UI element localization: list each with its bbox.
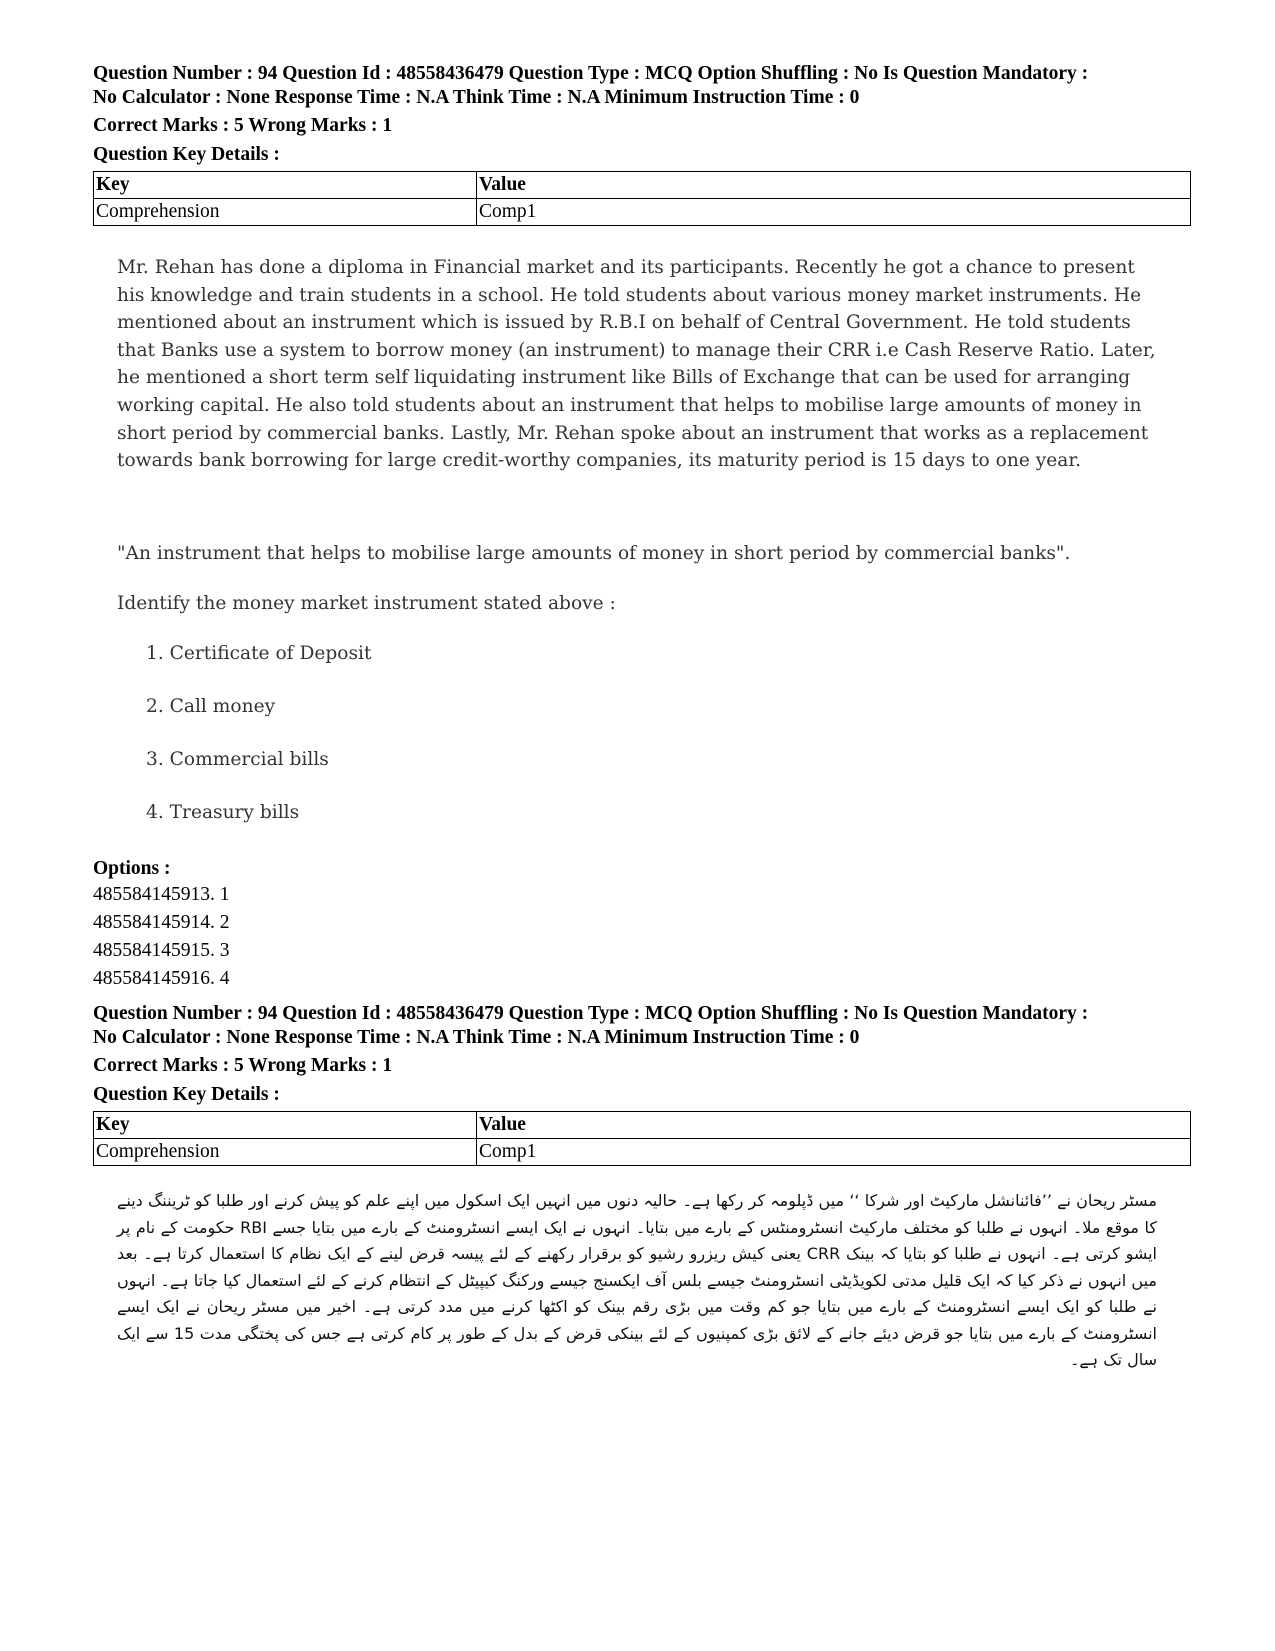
table-cell-value: Comp1: [477, 1139, 1191, 1166]
option-item: 485584145915. 3: [93, 939, 230, 961]
table-header-row: [94, 1112, 1191, 1139]
question-header-line-1: Question Number : 94 Question Id : 48558436479 Question Type : MCQ Option Shuffling : No Is Question Mandatory :: [93, 63, 1089, 84]
answer-choices: [146, 641, 1183, 853]
table-header-key: Key: [94, 172, 477, 199]
urdu-comprehension-passage: مسٹر ریحان نے ’’فائنانشل مارکیٹ اور شرکا ‘‘ میں ڈپلومہ کر رکھا ہے۔ حالیہ دنوں میں انہیں ایک اسکول میں اپنے علم کو پیش کرنے اور طلبا کو ٹریننگ دینے کا موقع ملا۔ انہوں نے طلبا کو مختلف مارکیٹ انسٹرومنٹس کے بارے میں بتایا۔ انہوں نے ایک ایسے انسٹرومنٹ کے بارے میں بتایا جسے RBI حکومت کے نام پر ایشو کرتی ہے۔ انہوں نے طلبا کو بتایا کہ بینک CRR یعنی کیش ریزرو رشیو کو برقرار رکھنے کے لئے پیسہ قرض لینے کے ایک نظام کا استعمال کرتا ہے۔ بعد میں انہوں نے ذکر کیا کہ ایک قلیل مدتی لکویڈیٹی انسٹرومنٹ جیسے بلس آف ایکسنج جیسے ورکنگ کیپیٹل کے انتظام کرنے کے لئے استعمال کیا جاتا ہے۔ انہوں نے طلبا کو ایک ایسے انسٹرومنٹ کے بارے میں بتایا جو کم وقت میں بڑی رقم بینک کو اکٹھا کرنے میں مدد کرتی ہے۔ اخیر میں مسٹر ریحان نے ایک ایسے انسٹرومنٹ کے بارے میں بتایا جو قرض دیئے جانے کے لائق بڑی کمپنیوں کے لئے بینکی قرض کے بدل کے طور پر کام کرتی ہے جس کی پختگی مدت 15 سے ایک سال تک ہے۔: [117, 1191, 1158, 1369]
table-header-row: [94, 172, 1191, 199]
key-details-table: [93, 171, 1191, 226]
question-header-line-2: No Calculator : None Response Time : N.A Think Time : N.A Minimum Instruction Time : 0: [93, 87, 860, 108]
question-quote: "An instrument that helps to mobilise large amounts of money in short period by commercial banks".: [117, 542, 1071, 564]
question-text: Identify the money market instrument stated above :: [117, 592, 616, 614]
marks-line: Correct Marks : 5 Wrong Marks : 1: [93, 115, 393, 136]
comprehension-passage: Mr. Rehan has done a diploma in Financial market and its participants. Recently he got a chance to present his knowledge and train students in a school. He told students about various money market instruments. He mentioned about an instrument which is issued by R.B.I on behalf of Central Government. He told students that Banks use a system to borrow money (an instrument) to manage their CRR i.e Cash Reserve Ratio. Later, he mentioned a short term self liquidating instrument like Bills of Exchange that can be used for arranging working capital. He also told students about an instrument that helps to mobilise large amounts of money in short period by commercial banks. Lastly, Mr. Rehan spoke about an instrument that works as a replacement towards bank borrowing for large credit-worthy companies, its maturity period is 15 days to one year.: [117, 257, 1156, 472]
option-item: 485584145913. 1: [93, 883, 230, 905]
key-details-label: Question Key Details :: [93, 144, 280, 165]
question-block-english: [93, 62, 1183, 993]
key-details-table: [93, 1111, 1191, 1166]
option-item: 485584145916. 4: [93, 967, 230, 989]
answer-choice: 1. Certificate of Deposit: [146, 642, 372, 664]
table-cell-value: Comp1: [477, 199, 1191, 226]
table-header-value: Value: [477, 1112, 1191, 1139]
table-header-value: Value: [477, 172, 1191, 199]
table-cell-key: Comprehension: [94, 1139, 477, 1166]
question-block-urdu: [93, 1002, 1183, 1374]
answer-choice: 4. Treasury bills: [146, 801, 300, 823]
question-header-line-2: No Calculator : None Response Time : N.A Think Time : N.A Minimum Instruction Time : 0: [93, 1027, 860, 1048]
table-row: [94, 199, 1191, 226]
key-details-label: Question Key Details :: [93, 1084, 280, 1105]
table-row: [94, 1139, 1191, 1166]
options-label: Options :: [93, 857, 171, 879]
table-cell-key: Comprehension: [94, 199, 477, 226]
question-header-line-1: Question Number : 94 Question Id : 48558436479 Question Type : MCQ Option Shuffling : No Is Question Mandatory :: [93, 1003, 1089, 1024]
table-header-key: Key: [94, 1112, 477, 1139]
marks-line: Correct Marks : 5 Wrong Marks : 1: [93, 1055, 393, 1076]
answer-choice: 3. Commercial bills: [146, 748, 329, 770]
option-item: 485584145914. 2: [93, 911, 230, 933]
answer-choice: 2. Call money: [146, 695, 276, 717]
